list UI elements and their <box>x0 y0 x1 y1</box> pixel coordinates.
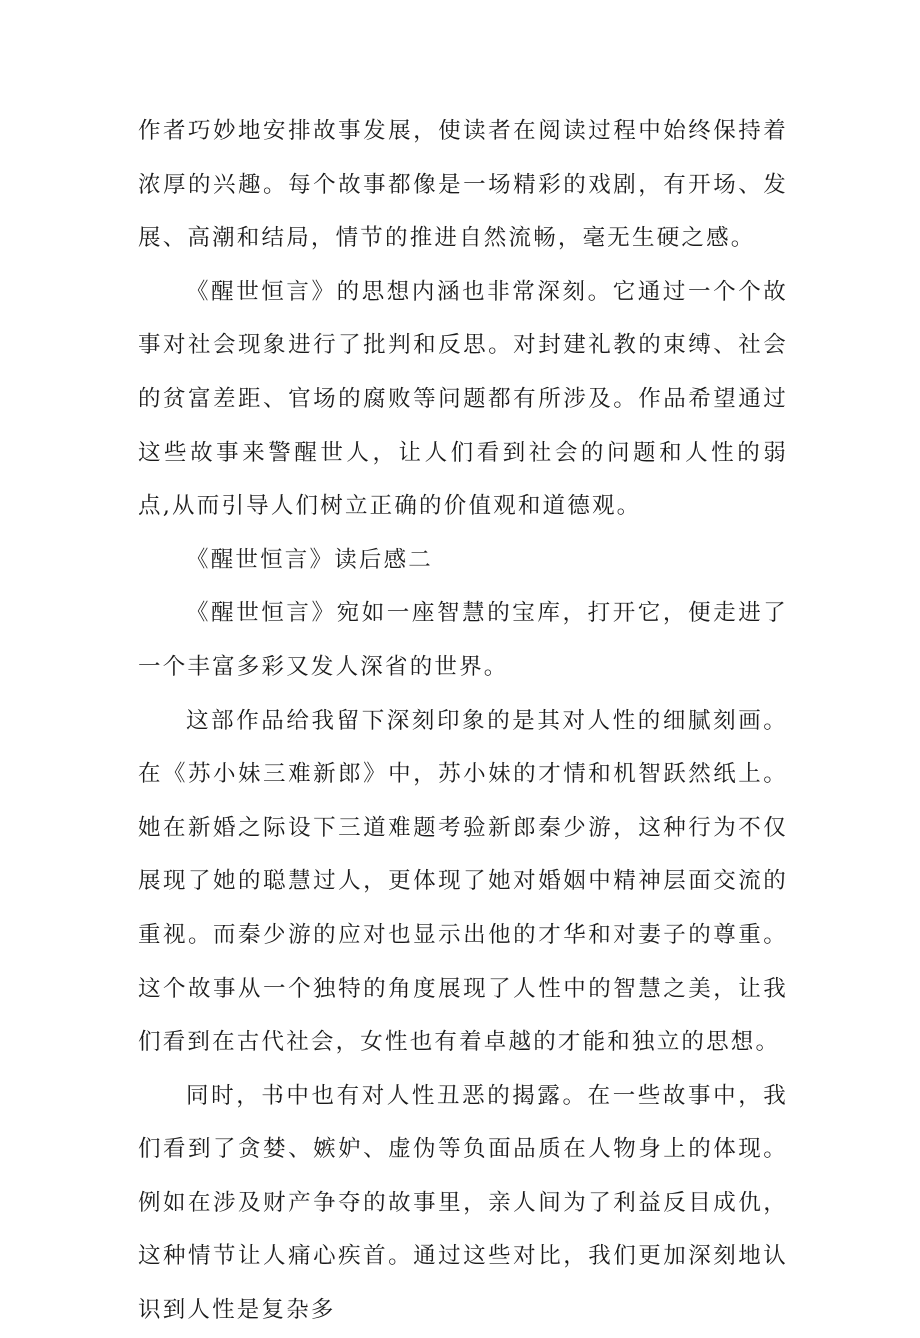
paragraph-dark-side: 同时，书中也有对人性丑恶的揭露。在一些故事中，我们看到了贪婪、嫉妒、虚伪等负面品质在人物身上的体现。例如在涉及财产争夺的故事里，亲人间为了利益反目成仇，这种情节让人痛心疾首。通过这些对比，我们更加深刻地认识到人性是复杂多 <box>138 1082 788 1324</box>
paragraph-human-nature: 这部作品给我留下深刻印象的是其对人性的细腻刻画。在《苏小妹三难新郎》中，苏小妹的才情和机智跃然纸上。她在新婚之际设下三道难题考验新郎秦少游，这种行为不仅展现了她的聪慧过人，更体现了她对婚姻中精神层面交流的重视。而秦少游的应对也显示出他的才华和对妻子的尊重。这个故事从一个独特的角度展现了人性中的智慧之美，让我们看到在古代社会，女性也有着卓越的才能和独立的思想。 <box>138 707 788 1056</box>
paragraph-thought-content: 《醒世恒言》的思想内涵也非常深刻。它通过一个个故事对社会现象进行了批判和反思。对封建礼教的束缚、社会的贫富差距、官场的腐败等问题都有所涉及。作品希望通过这些故事来警醒世人，让人们看到社会的问题和人性的弱点,从而引导人们树立正确的价值观和道德观。 <box>138 278 788 520</box>
paragraph-intro: 《醒世恒言》宛如一座智慧的宝库，打开它，便走进了一个丰富多彩又发人深省的世界。 <box>138 600 788 680</box>
document-body <box>138 105 788 1338</box>
section-heading: 《醒世恒言》读后感二 <box>186 546 434 573</box>
paragraph-story-structure: 作者巧妙地安排故事发展，使读者在阅读过程中始终保持着浓厚的兴趣。每个故事都像是一场精彩的戏剧，有开场、发展、高潮和结局，情节的推进自然流畅，毫无生硬之感。 <box>138 118 788 252</box>
